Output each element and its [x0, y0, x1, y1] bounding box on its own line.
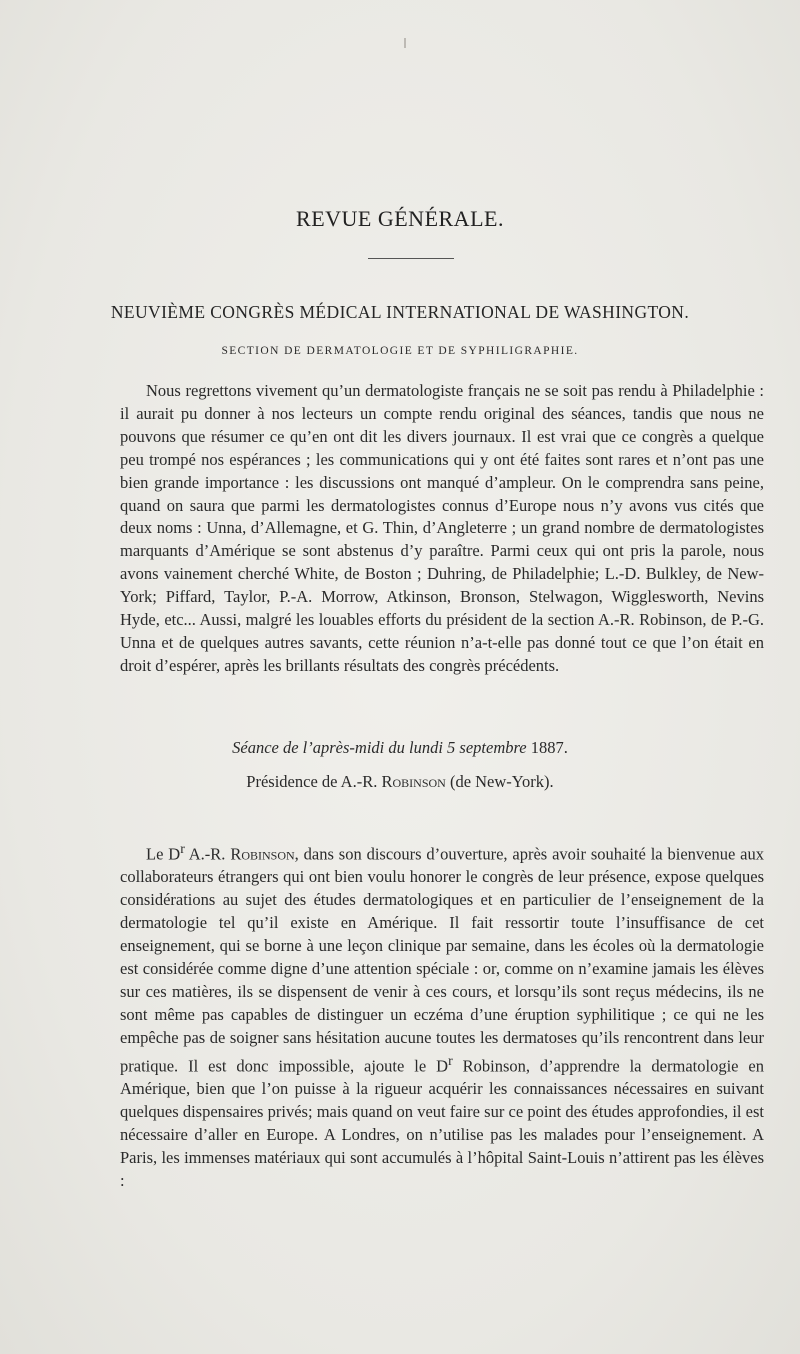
paragraph-robinson	[120, 838, 764, 1193]
section-heading: SECTION DE DERMATOLOGIE ET DE SYPHILIGRAPHIE.	[221, 345, 579, 357]
p2-start: Le D	[146, 844, 181, 864]
session-heading	[0, 738, 800, 758]
p2-end: Robinson, d’apprendre la dermatologie en Amérique, bien que l’on puisse à la rigueur acquérir les connaissances nécessaires en suivant quelques dispensaires privés; mais quand on veut faire sur ce point des études approfondies, il est nécessaire d’aller en Europe. A Londres, on n’utilise pas les malades pour l’enseignement. A Paris, les immenses matériaux qui sont accumulés à l’hôpital Saint-Louis n’attirent pas les élèves :	[120, 1056, 765, 1190]
congress-heading: NEUVIÈME CONGRÈS MÉDICAL INTERNATIONAL DE WASHINGTON.	[110, 302, 690, 322]
session-year: 1887.	[530, 738, 568, 757]
presidency-prefix: Présidence de A.-R.	[246, 772, 378, 791]
main-title: REVUE GÉNÉRALE.	[296, 206, 504, 231]
p2-middle: , dans son discours d’ouverture, après avoir souhaité la bienvenue aux collaborateurs étrangers qui ont bien voulu honorer le congrès de leur présence, expose quelques considérations au sujet des études dermatologiques et en particulier de l’enseignement de la dermatologie tel qu’il existe en Amérique. Il fait ressortir toute l’insuffisance de cet enseignement, qui se borne à une leçon clinique par semaine, dans les écoles où la dermatologie est considérée comme digne d’une attention spéciale : or, comme on n’examine jamais les élèves sur ces matières, ils se dispensent de venir à ces cours, et lorsqu’ils sont reçus médecins, ils ne sont même pas capables de distinguer un eczéma d’une éruption syphilitique ; ce qui ne les empêche pas de soigner sans hésitation aucune toutes les dermatoses qu’ils rencontrent dans leur pratique. Il est donc impossible, ajoute le D	[120, 844, 764, 1076]
session-heading-text: Séance de l’après-midi du lundi 5 septembre	[232, 738, 527, 757]
p2-name: Robinson	[230, 844, 295, 864]
p2-superscript-2: r	[448, 1052, 453, 1068]
title-divider	[368, 258, 454, 259]
p2-initials: A.-R.	[188, 844, 226, 864]
presidency-suffix: (de New-York).	[449, 772, 554, 791]
presidency-name: Robinson	[381, 772, 446, 791]
p2-superscript-1: r	[180, 841, 185, 856]
presidency-line	[0, 772, 800, 792]
page-speck	[404, 38, 406, 48]
paragraph-intro: Nous regrettons vivement qu’un dermatologiste français ne se soit pas rendu à Philadelphie : il aurait pu donner à nos lecteurs un compte rendu original des séances, tandis que nous ne pouvons que résumer ce qu’en ont dit les divers journaux. Il est vrai que ce congrès a quelque peu trompé nos espérances ; les communications qui y ont été faites sont rares et n’ont pas une bien grande importance : les discussions ont manqué d’ampleur. On le comprendra sans peine, quand on saura que parmi les dermatologistes connus d’Europe nous n’y avons vus cités que deux noms : Unna, d’Allemagne, et G. Thin, d’Angleterre ; un grand nombre de dermatologistes marquants d’Amérique se sont abstenus d’y paraître. Parmi ceux qui ont pris la parole, nous avons vainement cherché White, de Boston ; Duhring, de Philadelphie; L.-D. Bulkley, de New-York; Piffard, Taylor, P.-A. Morrow, Atkinson, Bronson, Stelwagon, Wigglesworth, Nevins Hyde, etc... Aussi, malgré les louables efforts du président de la section A.-R. Robinson, de P.-G. Unna et de quelques autres savants, cette réunion n’a-t-elle pas donné tout ce que l’on était en droit d’espérer, après les brillants résultats des congrès précédents.	[120, 381, 764, 675]
